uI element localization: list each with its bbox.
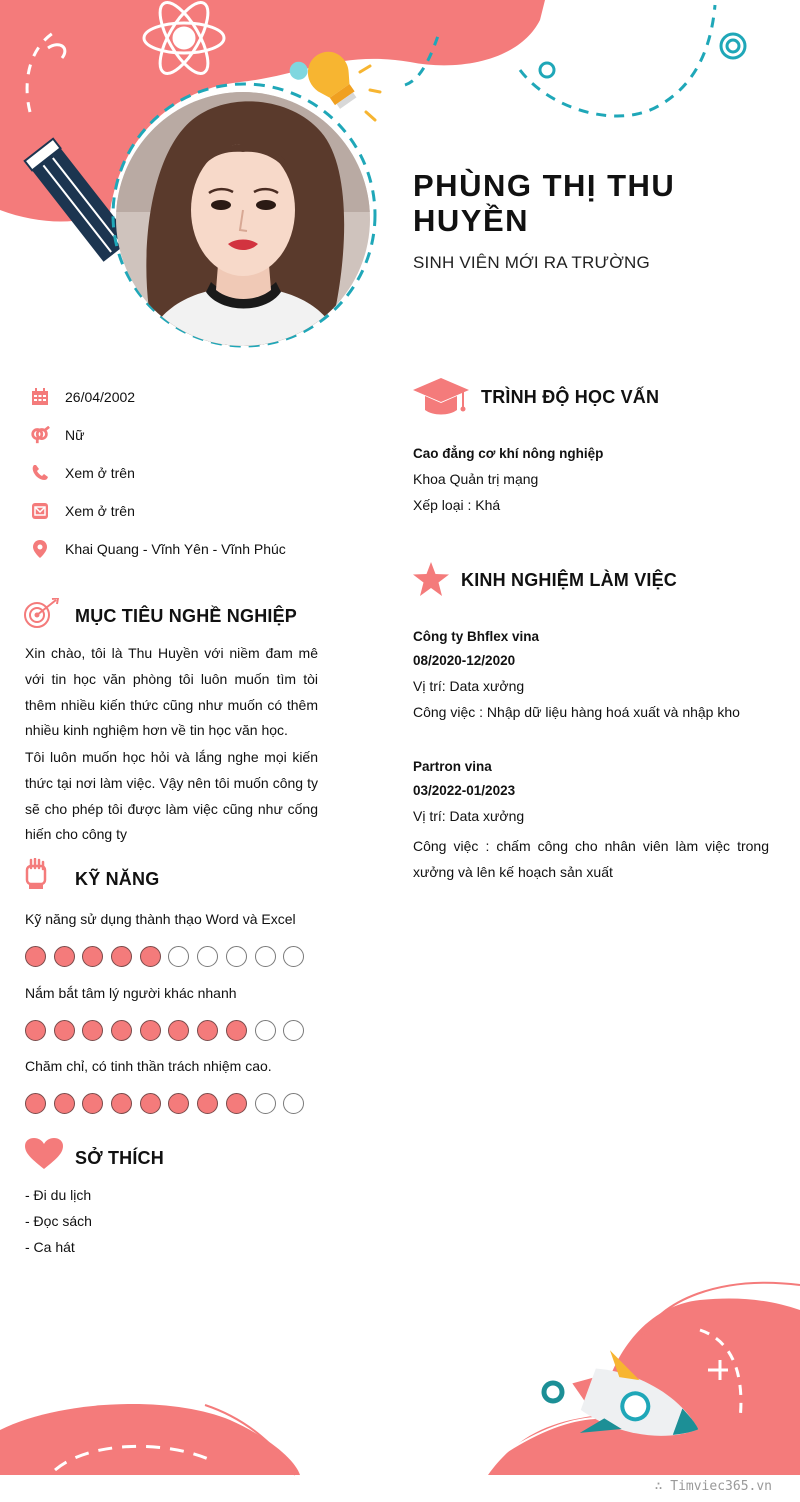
rating-dot-filled [111, 946, 132, 967]
portrait-photo [116, 92, 370, 346]
skill-rating [25, 1020, 304, 1041]
rating-dot-filled [25, 946, 46, 967]
contact-email-value: Xem ở trên [65, 503, 135, 519]
education-title: TRÌNH ĐỘ HỌC VẤN [481, 387, 660, 407]
rating-dot-empty [255, 946, 276, 967]
skills-title: KỸ NĂNG [75, 869, 160, 889]
gender-icon [30, 425, 50, 445]
rating-dot-filled [140, 1093, 161, 1114]
contact-address [30, 538, 286, 560]
phone-icon [30, 463, 50, 483]
job-period: 03/2022-01/2023 [413, 783, 516, 798]
objective-text-1: Xin chào, tôi là Thu Huyền với niềm đam mê với tin học văn phòng tôi luôn muốn tìm tòi thêm nhiều kiến thức cũng như muốn có thêm nhiều kinh nghiệm hơn về tin học văn học. [25, 645, 318, 739]
rating-dot-filled [111, 1020, 132, 1041]
rating-dot-filled [168, 1093, 189, 1114]
rating-dot-filled [54, 1093, 75, 1114]
email-icon [30, 501, 50, 521]
rating-dot-empty [168, 946, 189, 967]
objective-title: MỤC TIÊU NGHỀ NGHIỆP [75, 606, 298, 626]
rating-dot-filled [54, 946, 75, 967]
rating-dot-filled [25, 1093, 46, 1114]
rating-dot-empty [255, 1020, 276, 1041]
target-circle-icon [721, 34, 745, 58]
bottom-left-pink-blob [0, 1404, 300, 1475]
hobby-item: - Đi du lịch [25, 1187, 92, 1203]
candidate-role: SINH VIÊN MỚI RA TRƯỜNG [413, 253, 650, 272]
rating-dot-filled [82, 1093, 103, 1114]
rating-dot-empty [255, 1093, 276, 1114]
rating-dot-filled [226, 1093, 247, 1114]
rating-dot-filled [54, 1020, 75, 1041]
job-position: Vị trí: Data xưởng [413, 678, 525, 694]
rating-dot-empty [197, 946, 218, 967]
heart-icon [25, 1138, 63, 1175]
avatar [116, 92, 370, 346]
star-icon [413, 562, 449, 601]
contact-phone [30, 462, 135, 484]
contact-address-value: Khai Quang - Vĩnh Yên - Vĩnh Phúc [65, 541, 286, 557]
rating-dot-filled [226, 1020, 247, 1041]
rating-dot-filled [140, 1020, 161, 1041]
rating-dot-filled [140, 946, 161, 967]
rating-dot-empty [283, 1093, 304, 1114]
education-school: Cao đẳng cơ khí nông nghiệp [413, 446, 604, 461]
rating-dot-filled [168, 1020, 189, 1041]
watermark-text: Timviec365.vn [670, 1479, 772, 1494]
hobby-item: - Ca hát [25, 1239, 75, 1255]
location-pin-icon [30, 539, 50, 559]
job-position: Vị trí: Data xưởng [413, 808, 525, 824]
fist-icon [25, 858, 47, 895]
objective-text-2: Tôi luôn muốn học hỏi và lắng nghe mọi kiến thức tại nơi làm việc. Vậy nên tôi muốn công ty sẽ cho phép tôi được làm việc cũng như cống hiến cho công ty [25, 749, 318, 843]
rating-dot-filled [25, 1020, 46, 1041]
watermark: ∴ Timviec365.vn [654, 1479, 772, 1494]
skill-label: Kỹ năng sử dụng thành thạo Word và Excel [25, 911, 296, 927]
skill-rating [25, 946, 304, 967]
job-period: 08/2020-12/2020 [413, 653, 516, 668]
rating-dot-filled [82, 946, 103, 967]
contact-birthdate [30, 386, 135, 408]
education-major: Khoa Quản trị mạng [413, 471, 539, 487]
skill-label: Chăm chỉ, có tinh thần trách nhiệm cao. [25, 1058, 272, 1074]
rating-dot-filled [111, 1093, 132, 1114]
experience-title: KINH NGHIỆM LÀM VIỆC [461, 570, 678, 590]
contact-gender [30, 424, 84, 446]
contact-gender-value: Nữ [65, 427, 85, 443]
rating-dot-empty [283, 1020, 304, 1041]
hobbies-title: SỞ THÍCH [75, 1148, 164, 1168]
contact-phone-value: Xem ở trên [65, 465, 135, 481]
target-icon [24, 598, 60, 635]
job-company: Partron vina [413, 759, 492, 774]
graduation-cap-icon [413, 378, 469, 421]
skill-label: Nắm bắt tâm lý người khác nhanh [25, 985, 237, 1001]
rating-dot-filled [197, 1020, 218, 1041]
rating-dot-filled [82, 1020, 103, 1041]
hobby-item: - Đọc sách [25, 1213, 92, 1229]
contact-birthdate-value: 26/04/2002 [65, 389, 136, 405]
skill-rating [25, 1093, 304, 1114]
job-task: Công việc : chấm công cho nhân viên làm việc trong xưởng và lên kế hoạch sản xuất [413, 838, 769, 880]
rating-dot-empty [226, 946, 247, 967]
contact-email [30, 500, 135, 522]
job-task: Công việc : Nhập dữ liệu hàng hoá xuất và nhập kho [413, 704, 740, 720]
rating-dot-empty [283, 946, 304, 967]
rating-dot-filled [197, 1093, 218, 1114]
job-company: Công ty Bhflex vina [413, 629, 540, 644]
education-grade: Xếp loại : Khá [413, 497, 501, 513]
candidate-name: PHÙNG THỊ THU HUYỀN [413, 168, 676, 238]
calendar-icon [30, 387, 50, 407]
